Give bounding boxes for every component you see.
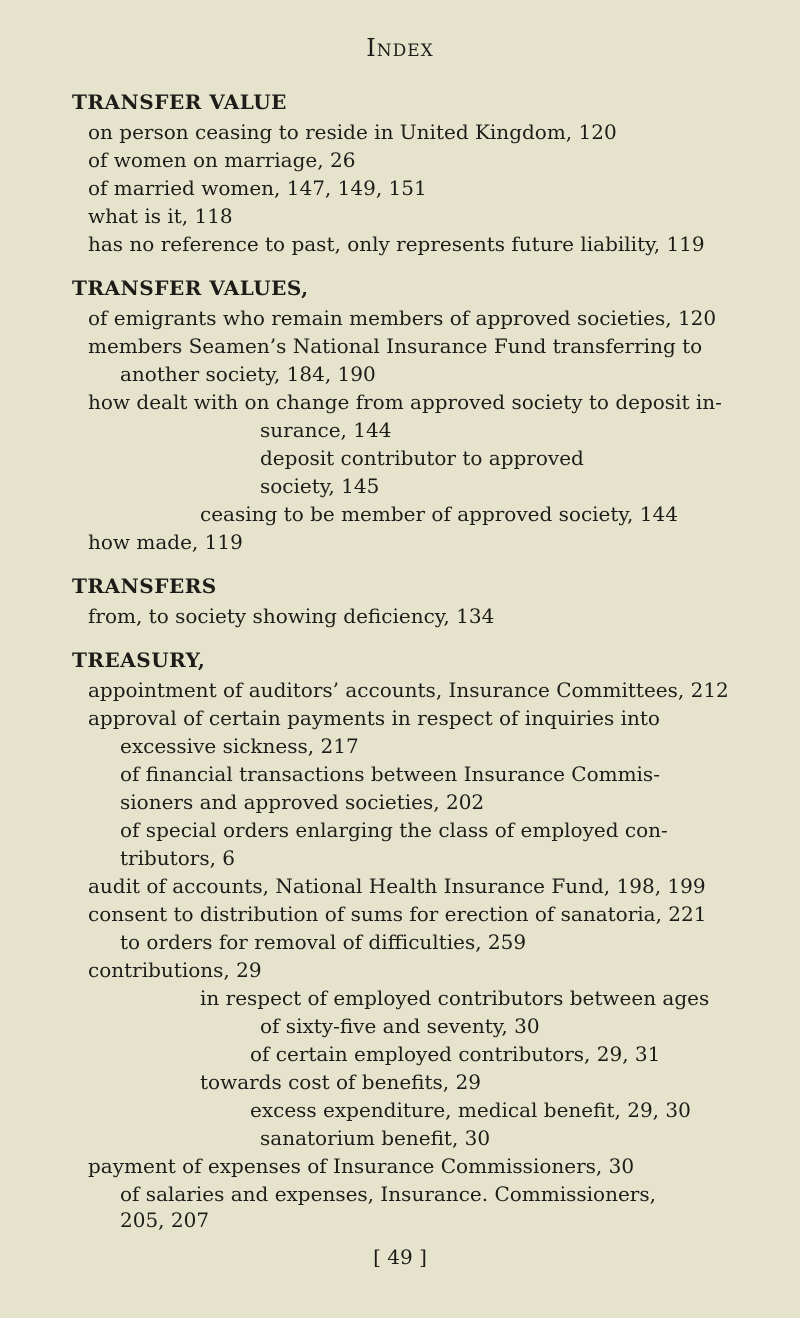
index-entry: of certain employed contributors, 29, 31: [250, 1042, 661, 1066]
index-entry: on person ceasing to reside in United Kingdom, 120: [88, 120, 617, 144]
index-entry: ceasing to be member of approved society, 144: [200, 502, 678, 526]
index-heading-transfer-value: TRANSFER VALUE: [72, 90, 287, 114]
index-entry: appointment of auditors’ accounts, Insurance Committees, 212: [88, 678, 729, 702]
index-entry-continuation: tributors, 6: [120, 846, 236, 870]
index-entry: of emigrants who remain members of approved societies, 120: [88, 306, 717, 330]
index-entry: excess expenditure, medical benefit, 29, 30: [250, 1098, 691, 1122]
index-entry: sanatorium benefit, 30: [260, 1126, 491, 1150]
index-entry-continuation: 205, 207: [120, 1208, 210, 1232]
index-entry: of financial transactions between Insurance Commis-: [120, 762, 660, 786]
index-entry: audit of accounts, National Health Insurance Fund, 198, 199: [88, 874, 706, 898]
index-entry: deposit contributor to approved: [260, 446, 584, 470]
index-entry-continuation: society, 145: [260, 474, 380, 498]
index-entry-continuation: surance, 144: [260, 418, 392, 442]
index-entry-continuation: sioners and approved societies, 202: [120, 790, 485, 814]
index-entry: approval of certain payments in respect of inquiries into: [88, 706, 660, 730]
index-entry-continuation: of sixty-five and seventy, 30: [260, 1014, 540, 1038]
index-entry: to orders for removal of difficulties, 259: [120, 930, 527, 954]
index-heading-treasury: TREASURY,: [72, 648, 206, 672]
index-entry: payment of expenses of Insurance Commissioners, 30: [88, 1154, 635, 1178]
index-entry: consent to distribution of sums for erection of sanatoria, 221: [88, 902, 707, 926]
index-entry: of special orders enlarging the class of employed con-: [120, 818, 668, 842]
index-entry: towards cost of benefits, 29: [200, 1070, 481, 1094]
index-entry-continuation: another society, 184, 190: [120, 362, 376, 386]
index-entry: how made, 119: [88, 530, 243, 554]
index-entry: in respect of employed contributors between ages: [200, 986, 710, 1010]
index-entry: of married women, 147, 149, 151: [88, 176, 427, 200]
index-heading-transfer-values: TRANSFER VALUES,: [72, 276, 309, 300]
index-entry-continuation: excessive sickness, 217: [120, 734, 359, 758]
page-number: [ 49 ]: [373, 1245, 427, 1269]
index-heading-transfers: TRANSFERS: [72, 574, 217, 598]
index-entry: members Seamen’s National Insurance Fund transferring to: [88, 334, 703, 358]
index-entry: contributions, 29: [88, 958, 262, 982]
index-entry: of women on marriage, 26: [88, 148, 356, 172]
index-entry: has no reference to past, only represents future liability, 119: [88, 232, 705, 256]
index-entry: of salaries and expenses, Insurance. Commissioners,: [120, 1182, 656, 1206]
index-entry: how dealt with on change from approved society to deposit in-: [88, 390, 722, 414]
index-entry: from, to society showing deficiency, 134: [88, 604, 495, 628]
page-header: Index: [366, 34, 434, 62]
index-entry: what is it, 118: [88, 204, 233, 228]
